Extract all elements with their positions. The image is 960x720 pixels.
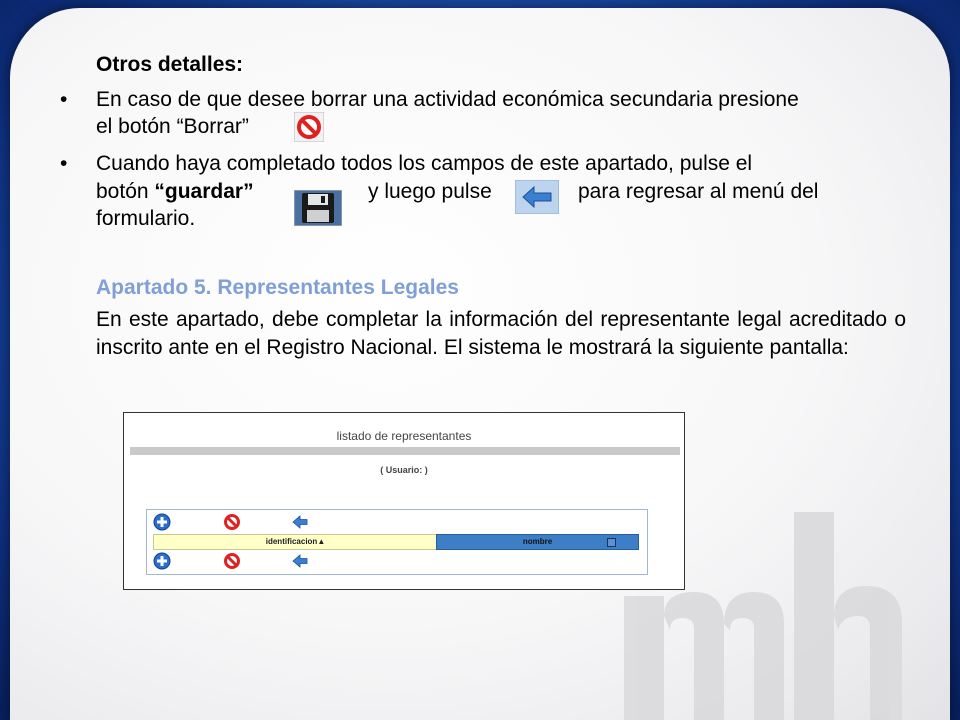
bullet-2-line-2d: para regresar al menú del xyxy=(578,180,819,203)
details-heading: Otros detalles: xyxy=(96,53,244,76)
representatives-grid xyxy=(146,509,648,575)
add-icon[interactable] xyxy=(153,513,171,531)
delete-icon[interactable] xyxy=(223,513,241,531)
screenshot-divider xyxy=(130,447,680,455)
select-all-checkbox[interactable] xyxy=(607,538,616,547)
slide xyxy=(10,8,950,720)
delete-icon[interactable] xyxy=(223,552,241,570)
bullet-2-line-2c: y luego pulse xyxy=(368,180,492,203)
section-paragraph: En este apartado, debe completar la información del representante legal acreditado o inscrito ante en el Registro Nacional. El sistema le mostrará la siguiente pantalla: xyxy=(96,308,906,359)
add-icon[interactable] xyxy=(153,552,171,570)
bullet-2-line-3: formulario. xyxy=(96,207,196,230)
section-title: Apartado 5. Representantes Legales xyxy=(96,276,459,299)
column-header-nombre[interactable] xyxy=(436,534,639,550)
bullet-2-line-1: Cuando haya completado todos los campos de este apartado, pulse el xyxy=(96,152,753,175)
sort-arrow-icon: ▲ xyxy=(317,537,326,546)
column-header-identificacion[interactable] xyxy=(153,534,438,550)
representatives-screenshot xyxy=(123,412,685,590)
back-arrow-icon[interactable] xyxy=(291,552,309,570)
col-name-label: nombre xyxy=(522,537,553,546)
bullet-1-line-2 xyxy=(96,113,896,140)
bullet-1-line-1: En caso de que desee borrar una actividad económica secundaria presione xyxy=(96,88,799,111)
screenshot-title: listado de representantes xyxy=(336,429,472,443)
col-id-label: identificacion xyxy=(265,537,318,546)
bullet-2-boton: botón xyxy=(96,180,155,203)
delete-icon xyxy=(294,112,324,142)
screenshot-user: ( Usuario: ) xyxy=(380,465,428,475)
bullet-2-guardar: “guardar” xyxy=(154,180,254,203)
back-arrow-icon[interactable] xyxy=(291,513,309,531)
bullet-2-line-2a xyxy=(96,178,296,205)
bullet-dot: • xyxy=(60,88,68,111)
bullet-1-line-2-text: el botón “Borrar” xyxy=(96,115,249,138)
bullet-dot: • xyxy=(60,152,68,175)
